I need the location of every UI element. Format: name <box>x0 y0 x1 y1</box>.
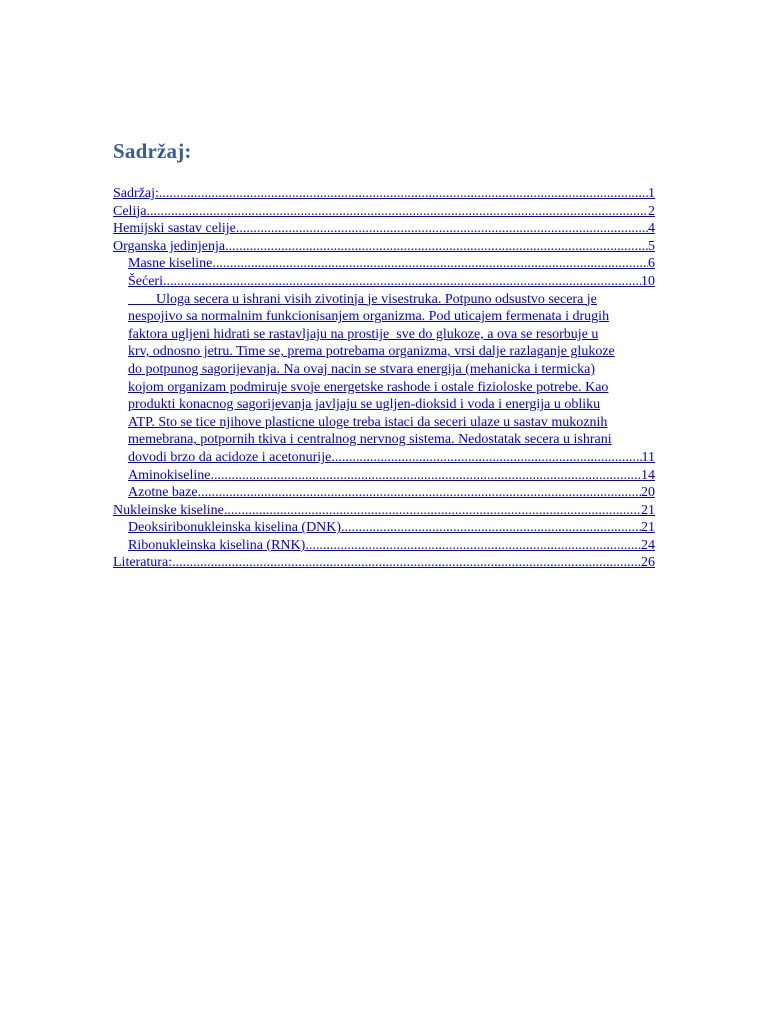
toc-entry-title: Aminokiseline <box>128 467 211 483</box>
toc-leader-dots <box>198 484 641 502</box>
toc-leader-dots <box>305 537 641 555</box>
toc-entry-page: 24 <box>641 537 655 553</box>
toc-entry-title: Sadržaj: <box>113 186 159 201</box>
toc-entry-page: 10 <box>641 273 655 289</box>
toc-entry-rnk[interactable] <box>113 537 655 555</box>
toc-entry-sadrzaj[interactable] <box>113 185 655 203</box>
toc-paragraph-line: kojom organizam podmiruje svoje energetske rashode i ostale fizioloske potrebe. Kao <box>128 379 609 395</box>
table-of-contents <box>113 185 655 572</box>
toc-entry-page: 4 <box>648 221 655 237</box>
toc-entry-masne-kiseline[interactable] <box>113 255 655 273</box>
toc-entry-page: 21 <box>641 520 655 536</box>
toc-entry-title: Šećeri <box>128 273 163 289</box>
toc-paragraph-line: ATP. Sto se tice njihove plasticne uloge treba istaci da seceri ulaze u sastav mukoznih <box>128 414 608 430</box>
toc-entry-page: 14 <box>641 467 655 483</box>
toc-entry-literatura[interactable] <box>113 554 655 572</box>
toc-entry-page: 5 <box>648 238 655 254</box>
toc-paragraph-line: faktora ugljeni hidrati se rastavljaju na prostije sve do glukoze, a ova se resorbuje u <box>128 326 599 342</box>
toc-entry-title: Organska jedinjenja <box>113 238 226 254</box>
toc-entry-title: Nukleinske kiseline <box>113 502 224 518</box>
toc-heading: Sadržaj: <box>113 139 192 163</box>
toc-paragraph-line: nespojivo sa normalnim funkcionisanjem organizma. Pod uticajem fermenata i drugih <box>128 309 610 325</box>
toc-leader-dots <box>224 502 641 520</box>
toc-entry-page: 20 <box>641 485 655 501</box>
toc-paragraph-line: do potpunog sagorijevanja. Na ovaj nacin se stvara energija (mehanicka i termicka) <box>128 361 596 377</box>
toc-leader-dots <box>163 273 641 291</box>
toc-entry-title: Deoksiribonukleinska kiselina (DNK) <box>128 520 342 536</box>
toc-entry-title: dovodi brzo da acidoze i acetonurije <box>128 449 332 465</box>
toc-leader-dots <box>146 203 648 221</box>
toc-leader-dots <box>341 519 641 537</box>
toc-entry-title: Celija <box>113 203 147 219</box>
toc-entry-title: Hemijski sastav celije <box>113 221 236 237</box>
toc-entry-page: 26 <box>641 555 655 571</box>
toc-paragraph-line: produkti konacnog sagorijevanja javljaju se ugljen-dioksid i voda i energija u obliku <box>128 397 601 413</box>
toc-entry-organska-jedinjenja[interactable] <box>113 238 655 256</box>
toc-entry-page: 21 <box>641 502 655 518</box>
toc-leader-dots <box>172 554 641 572</box>
toc-leader-dots <box>236 220 648 238</box>
toc-entry-page: 6 <box>648 256 655 272</box>
toc-paragraph-line: Uloga secera u ishrani visih zivotinja je visestruka. Potpuno odsustvo secera je <box>128 291 597 307</box>
toc-paragraph-last-line <box>128 449 655 467</box>
toc-entry-title: Azotne baze <box>128 485 198 501</box>
toc-entry-nukleinske-kiseline[interactable] <box>113 502 655 520</box>
toc-entry-dnk[interactable] <box>113 519 655 537</box>
toc-entry-title: Masne kiseline <box>128 256 213 272</box>
toc-entry-title: Ribonukleinska kiselina (RNK) <box>128 537 306 553</box>
toc-leader-dots <box>225 238 648 256</box>
toc-entry-page: 2 <box>648 203 655 219</box>
toc-paragraph-line: krv, odnosno jetru. Time se, prema potrebama organizma, vrsi dalje razlaganje glukoze <box>128 344 615 360</box>
toc-entry-title: Literatura: <box>113 555 173 571</box>
toc-paragraph-line: memebrana, potpornih tkiva i centralnog nervnog sistema. Nedostatak secera u ishrani <box>128 432 612 448</box>
toc-entry-celija[interactable] <box>113 203 655 221</box>
toc-leader-dots <box>210 467 641 485</box>
toc-entry-aminokiseline[interactable] <box>113 467 655 485</box>
toc-entry-page: 1 <box>648 186 655 201</box>
toc-leader-dots <box>331 449 641 467</box>
toc-entry-hemijski-sastav[interactable] <box>113 220 655 238</box>
toc-entry-azotne-baze[interactable] <box>113 484 655 502</box>
toc-entry-page: 11 <box>641 449 655 465</box>
toc-leader-dots <box>159 185 648 203</box>
toc-entry-seceri[interactable] <box>113 273 655 291</box>
toc-leader-dots <box>212 255 648 273</box>
toc-entry-paragraph[interactable] <box>113 291 655 467</box>
